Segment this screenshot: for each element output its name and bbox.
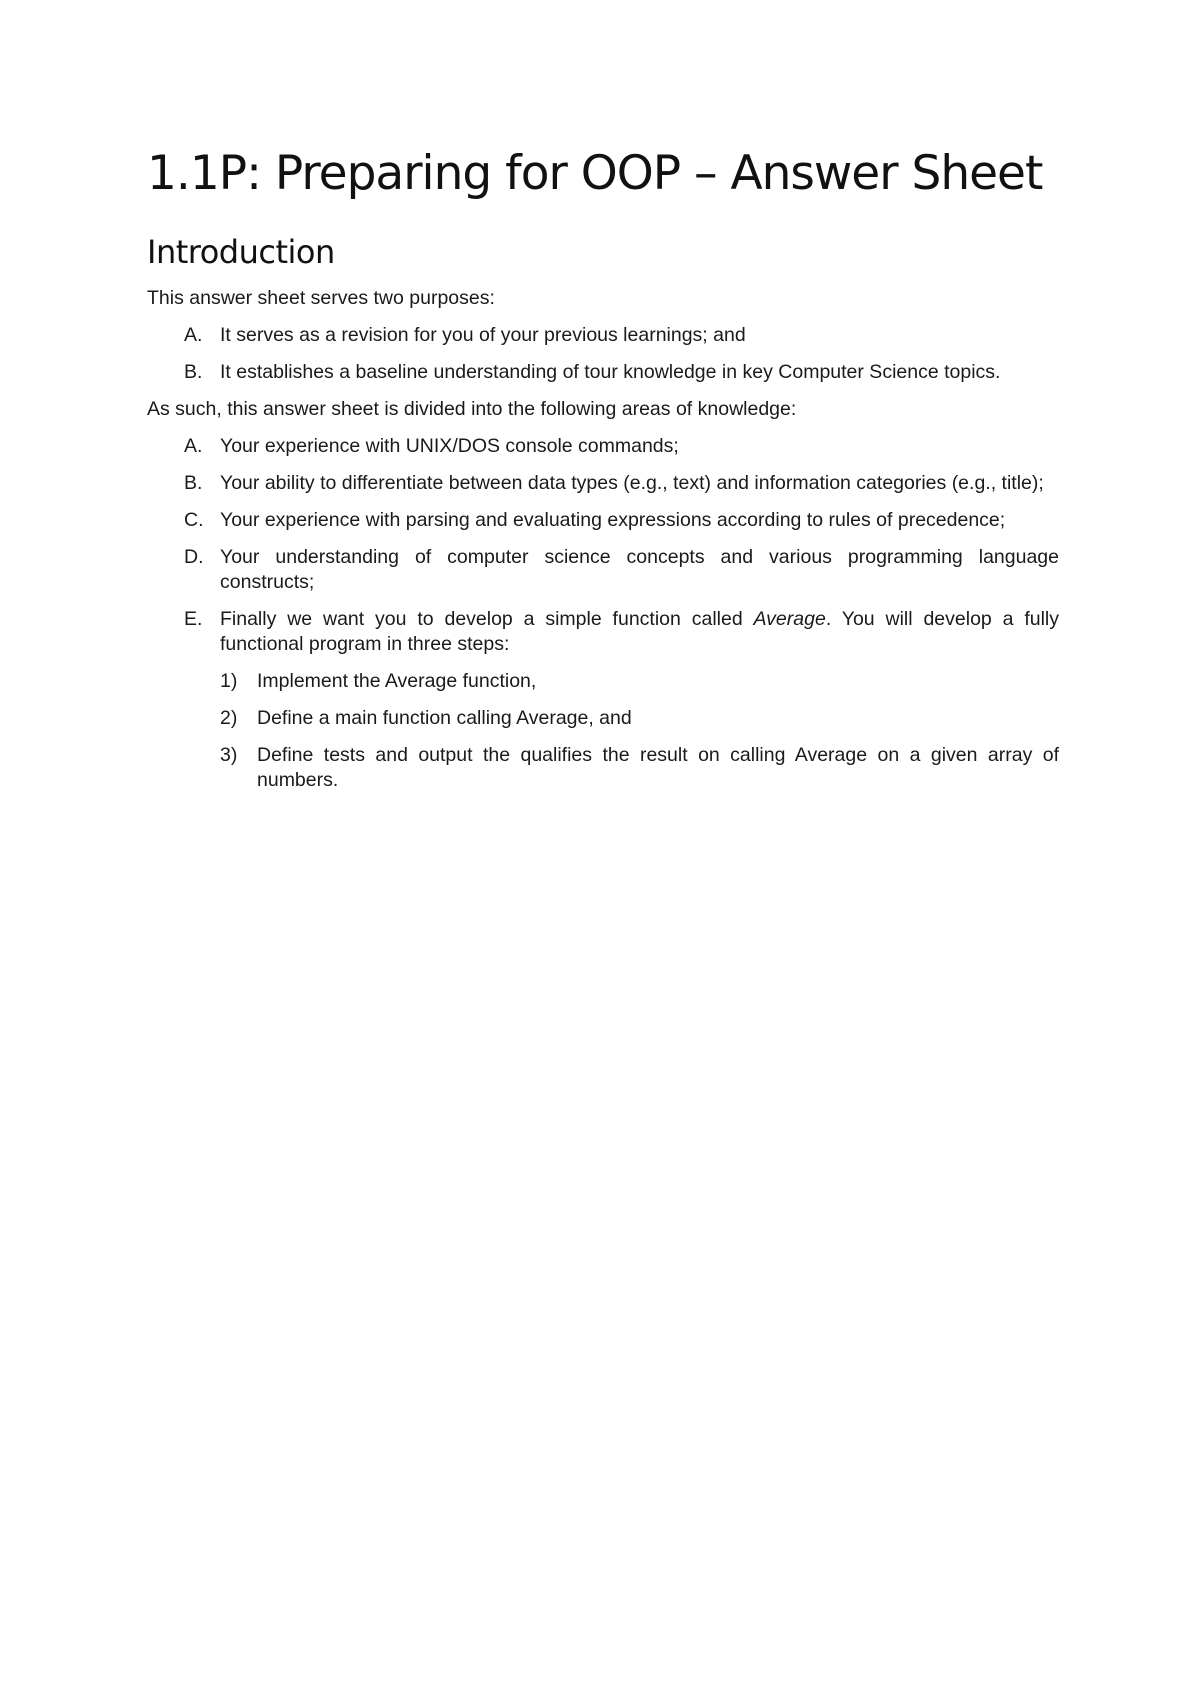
introduction-heading: Introduction <box>147 232 335 271</box>
step-text: Implement the Average function, <box>257 670 537 693</box>
function-name-average: Average <box>753 608 826 631</box>
areas-intro-text: As such, this answer sheet is divided into the following areas of knowledge: <box>147 398 797 421</box>
list-item-text: Your understanding of computer science concepts and various programming language constructs; <box>220 546 1059 594</box>
step-item <box>220 706 1059 731</box>
list-marker: E. <box>184 608 203 631</box>
list-marker: C. <box>184 509 204 532</box>
step-item <box>220 743 1059 793</box>
document-body <box>147 148 1059 805</box>
list-item <box>147 607 1059 793</box>
list-item <box>147 508 1059 533</box>
list-marker: D. <box>184 546 204 569</box>
list-item-text: Your ability to differentiate between data types (e.g., text) and information categories (e.g., title); <box>220 472 1044 495</box>
list-item <box>147 545 1059 595</box>
document-title: 1.1P: Preparing for OOP – Answer Sheet <box>147 146 1043 201</box>
list-marker: A. <box>184 435 203 458</box>
list-marker: A. <box>184 324 203 347</box>
list-item-text: It establishes a baseline understanding of tour knowledge in key Computer Science topics. <box>220 361 1001 384</box>
list-item <box>147 434 1059 459</box>
list-marker: B. <box>184 472 203 495</box>
list-marker: B. <box>184 361 203 384</box>
step-marker: 1) <box>220 670 238 693</box>
purposes-list <box>147 323 1059 385</box>
list-item <box>147 360 1059 385</box>
list-item-text-end: . You will develop a fully functional program in three steps: <box>220 608 1060 656</box>
list-item-text: Your experience with UNIX/DOS console commands; <box>220 435 679 458</box>
list-item-text-start: Finally we want you to develop a simple function called <box>220 608 754 631</box>
steps-list <box>220 669 1059 793</box>
step-text: Define tests and output the qualifies the result on calling Average on a given array of numbers. <box>257 744 1059 792</box>
purpose-intro-text: This answer sheet serves two purposes: <box>147 287 495 310</box>
knowledge-areas-list <box>147 434 1059 793</box>
list-item <box>147 471 1059 496</box>
list-item-text: Your experience with parsing and evaluating expressions according to rules of precedence; <box>220 509 1006 532</box>
step-marker: 2) <box>220 707 238 730</box>
list-item-text: It serves as a revision for you of your previous learnings; and <box>220 324 746 347</box>
list-item <box>147 323 1059 348</box>
step-text: Define a main function calling Average, and <box>257 707 632 730</box>
step-item <box>220 669 1059 694</box>
step-marker: 3) <box>220 744 238 767</box>
